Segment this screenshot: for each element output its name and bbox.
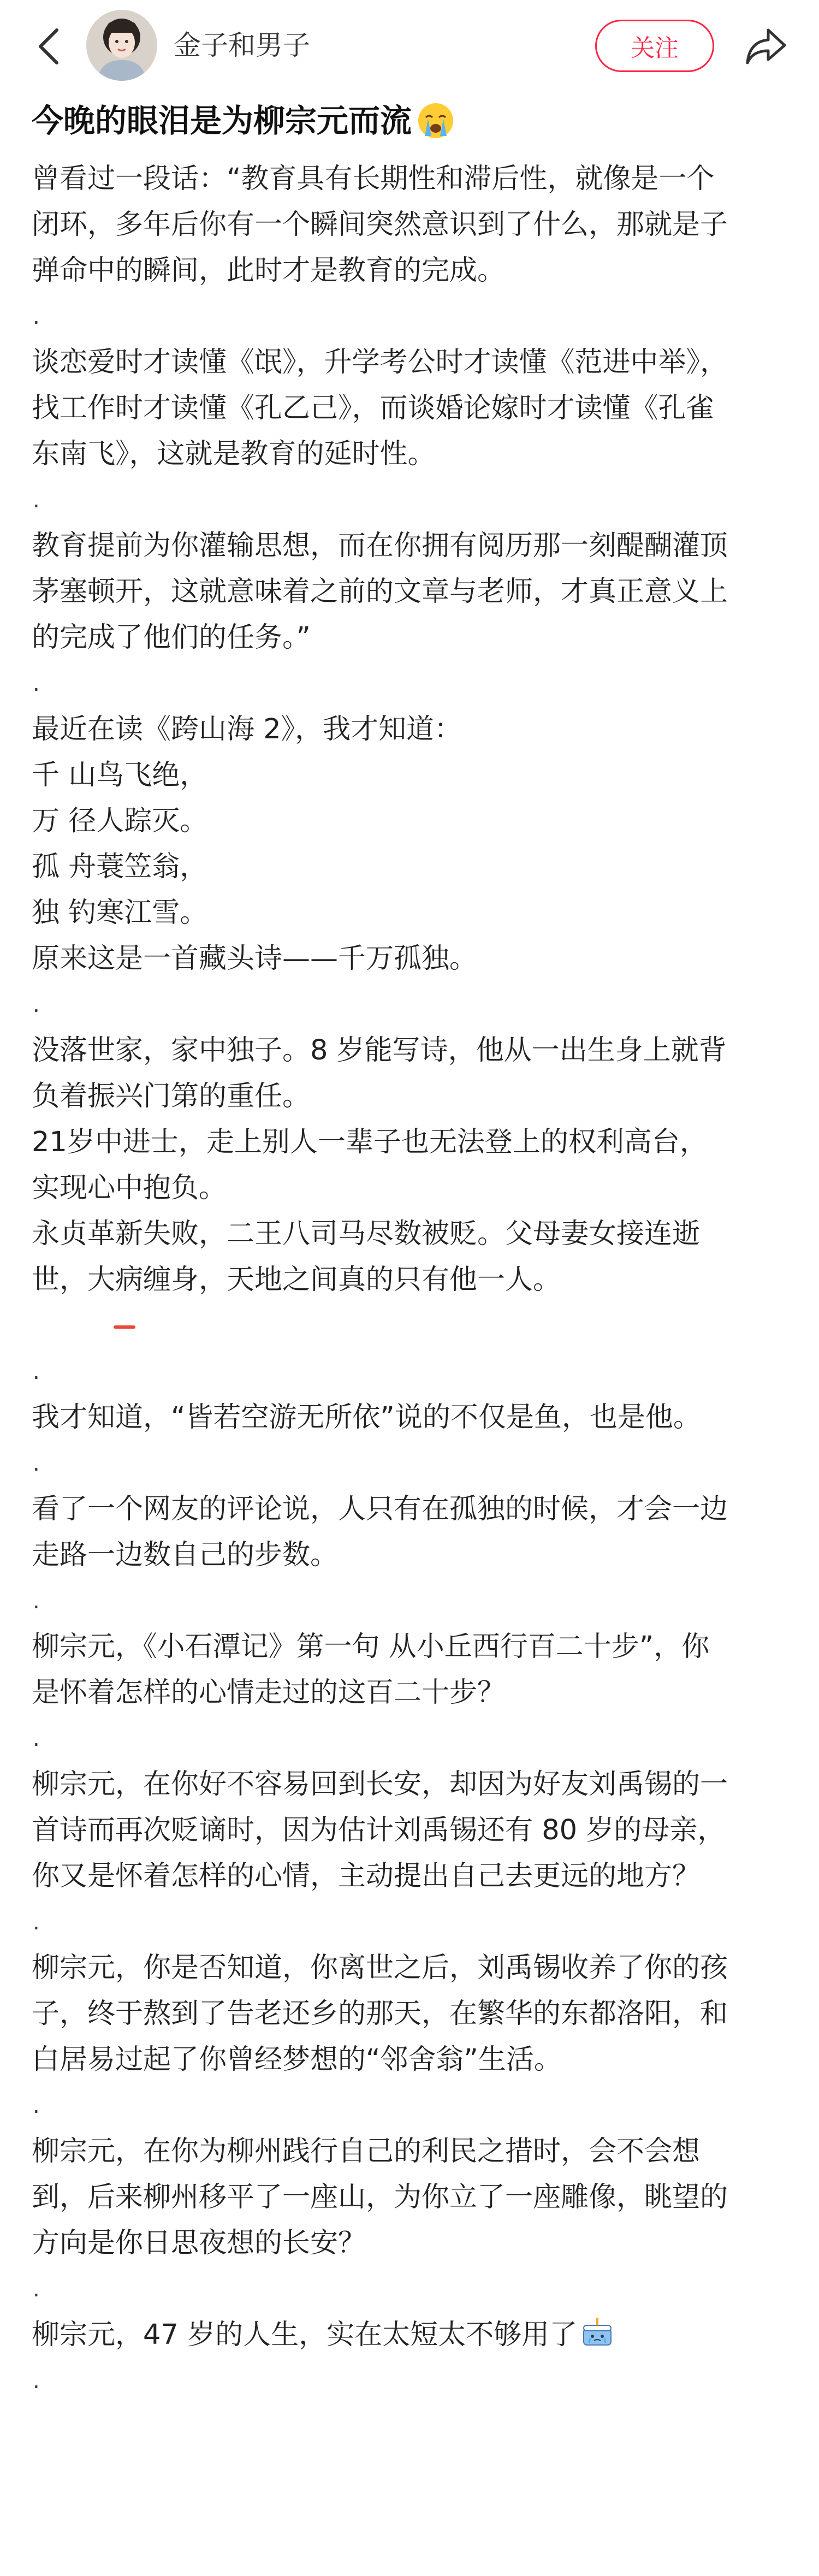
paragraph-line: 永贞革新失败，二王八司马尽数被贬。父母妻女接连逝: [32, 1218, 701, 1250]
paragraph-line: 茅塞顿开，这就意味着之前的文章与老师，才真正意义上: [32, 576, 728, 608]
post-header: [0, 0, 819, 93]
separator-dot: .: [33, 304, 40, 329]
red-dash-mark: [114, 1325, 135, 1329]
separator-dot: .: [33, 2368, 40, 2394]
paragraph-line: 看了一个网友的评论说，人只有在孤独的时候，才会一边: [32, 1493, 728, 1525]
separator-dot: .: [33, 2277, 40, 2302]
paragraph-line-text: 柳宗元，47 岁的人生，实在太短太不够用了: [32, 2319, 578, 2351]
paragraph-line: 21岁中进士，走上别人一辈子也无法登上的权利高台，: [32, 1126, 708, 1158]
chevron-left-icon: [35, 27, 61, 66]
paragraph-line: 柳宗元，《小石潭记》第一句 从小丘西行百二十步”，你: [32, 1631, 710, 1663]
paragraph-line: 负着振兴门第的重任。: [32, 1080, 311, 1112]
paragraph-line: 首诗而再次贬谪时，因为估计刘禹锡还有 80 岁的母亲，: [32, 1814, 726, 1846]
loudly-crying-face-icon: [416, 101, 455, 140]
author-avatar[interactable]: [86, 10, 157, 81]
paragraph-line: 走路一边数自己的步数。: [32, 1539, 339, 1571]
paragraph-line: 柳宗元，在你好不容易回到长安，却因为好友刘禹锡的一: [32, 1768, 728, 1801]
paragraph-line: 原来这是一首藏头诗——千万孤独。: [32, 943, 478, 975]
separator-dot: .: [33, 1726, 40, 1751]
separator-dot: .: [33, 992, 40, 1017]
paragraph-line: 方向是你日思夜想的长安？: [32, 2227, 366, 2259]
paragraph-line: 子，终于熬到了告老还乡的那天，在繁华的东都洛阳，和: [32, 1998, 728, 2030]
author-name[interactable]: 金子和男子: [174, 29, 310, 61]
paragraph-line: [32, 2312, 796, 2358]
paragraph-line: 没落世家，家中独子。8 岁能写诗，他从一出生身上就背: [32, 1034, 727, 1067]
separator-dot: .: [33, 1589, 40, 1614]
back-button[interactable]: [26, 22, 70, 71]
paragraph-line: 教育提前为你灌输思想，而在你拥有阅历那一刻醍醐灌顶: [32, 530, 728, 562]
tearful-cake-icon: [579, 2313, 615, 2349]
paragraph-line: 的完成了他们的任务。”: [32, 621, 311, 654]
paragraph-line: 曾看过一段话：“教育具有长期性和滞后性，就像是一个: [32, 163, 715, 195]
avatar-illustration: [86, 10, 157, 81]
separator-dot: .: [33, 1910, 40, 1935]
paragraph-line: 实现心中抱负。: [32, 1172, 227, 1204]
paragraph-line: 最近在读《跨山海 2》，我才知道：: [32, 713, 462, 745]
paragraph-line: 谈恋爱时才读懂《氓》，升学考公时才读懂《范进中举》，: [32, 346, 728, 378]
paragraph-line: 柳宗元，在你为柳州践行自己的利民之措时，会不会想: [32, 2135, 701, 2168]
paragraph-line: 独 钓寒江雪。: [32, 897, 208, 929]
separator-dot: .: [33, 488, 40, 513]
paragraph-line: 我才知道，“皆若空游无所依”说的不仅是鱼，也是他。: [32, 1401, 701, 1434]
paragraph-line: 找工作时才读懂《孔乙己》，而谈婚论嫁时才读懂《孔雀: [32, 392, 714, 424]
share-arrow-icon: [744, 25, 788, 68]
paragraph-line: 万 径人踪灭。: [32, 805, 208, 837]
paragraph-line: 到，后来柳州移平了一座山，为你立了一座雕像，眺望的: [32, 2181, 728, 2213]
paragraph-line: 东南飞》，这就是教育的延时性。: [32, 438, 436, 470]
paragraph-line: 白居易过起了你曾经梦想的“邻舍翁”生活。: [32, 2044, 562, 2076]
separator-dot: .: [33, 1451, 40, 1476]
separator-dot: .: [33, 671, 40, 696]
paragraph-line: 你又是怀着怎样的心情，主动提出自己去更远的地方？: [32, 1860, 701, 1892]
follow-button[interactable]: 关注: [595, 20, 714, 72]
paragraph-line: 是怀着怎样的心情走过的这百二十步？: [32, 1677, 506, 1709]
stray-mark: [32, 1303, 796, 1349]
paragraph-line: 柳宗元，你是否知道，你离世之后，刘禹锡收养了你的孩: [32, 1952, 728, 1984]
paragraph-line: 千 山鸟飞绝，: [32, 759, 208, 791]
separator-dot: .: [33, 2093, 40, 2118]
post-body: [32, 156, 796, 2404]
paragraph-line: 孤 舟蓑笠翁，: [32, 851, 208, 883]
post-title: [32, 96, 455, 145]
share-button[interactable]: [736, 16, 796, 76]
paragraph-line: 世，大病缠身，天地之间真的只有他一人。: [32, 1264, 561, 1296]
paragraph-line: 闭环，多年后你有一个瞬间突然意识到了什么，那就是子: [32, 209, 728, 241]
paragraph-line: 弹命中的瞬间，此时才是教育的完成。: [32, 254, 506, 287]
post-title-text: 今晚的眼泪是为柳宗元而流: [32, 102, 412, 139]
separator-dot: .: [33, 1359, 40, 1384]
